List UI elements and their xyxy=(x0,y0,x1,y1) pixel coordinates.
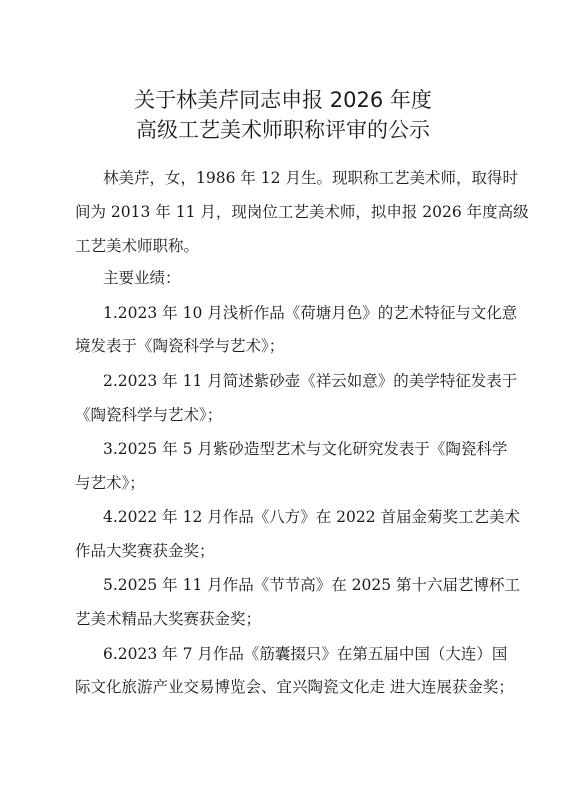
body-line: 艺美术精品大奖赛获金奖； xyxy=(75,610,262,628)
body-line: 与艺术》； xyxy=(75,474,145,492)
body-line: 2.2023 年 11 月简述紫砂壶《祥云如意》的美学特征发表于 xyxy=(103,372,518,390)
body-line: 境发表于《陶瓷科学与艺术》； xyxy=(75,337,285,355)
body-line: 作品大奖赛获金奖； xyxy=(75,542,215,560)
document-title-line-2: 高级工艺美术师职称评审的公示 xyxy=(136,118,430,142)
section-heading: 主要业绩： xyxy=(103,269,181,287)
body-line: 5.2025 年 11 月作品《节节高》在 2025 第十六届艺博杯工 xyxy=(103,576,521,594)
document-title-line-1: 关于林美芹同志申报 2026 年度 xyxy=(134,88,432,112)
body-line: 工艺美术师职称。 xyxy=(75,237,200,255)
body-line: 4.2022 年 12 月作品《八方》在 2022 首届金菊奖工艺美术 xyxy=(103,508,521,526)
body-line: 3.2025 年 5 月紫砂造型艺术与文化研究发表于《陶瓷科学 xyxy=(103,440,508,458)
body-line: 林美芹，女，1986 年 12 月生。现职称工艺美术师，取得时 xyxy=(103,169,518,187)
body-line: 《陶瓷科学与艺术》； xyxy=(75,406,223,424)
body-line: 1.2023 年 10 月浅析作品《荷塘月色》的艺术特征与文化意 xyxy=(103,304,518,322)
body-line: 际文化旅游产业交易博览会、宜兴陶瓷文化走 进大连展获金奖； xyxy=(75,678,514,696)
body-line: 间为 2013 年 11 月，现岗位工艺美术师，拟申报 2026 年度高级 xyxy=(75,203,529,221)
body-line: 6.2023 年 7 月作品《筋囊掇只》在第五届中国（大连）国 xyxy=(103,645,508,663)
